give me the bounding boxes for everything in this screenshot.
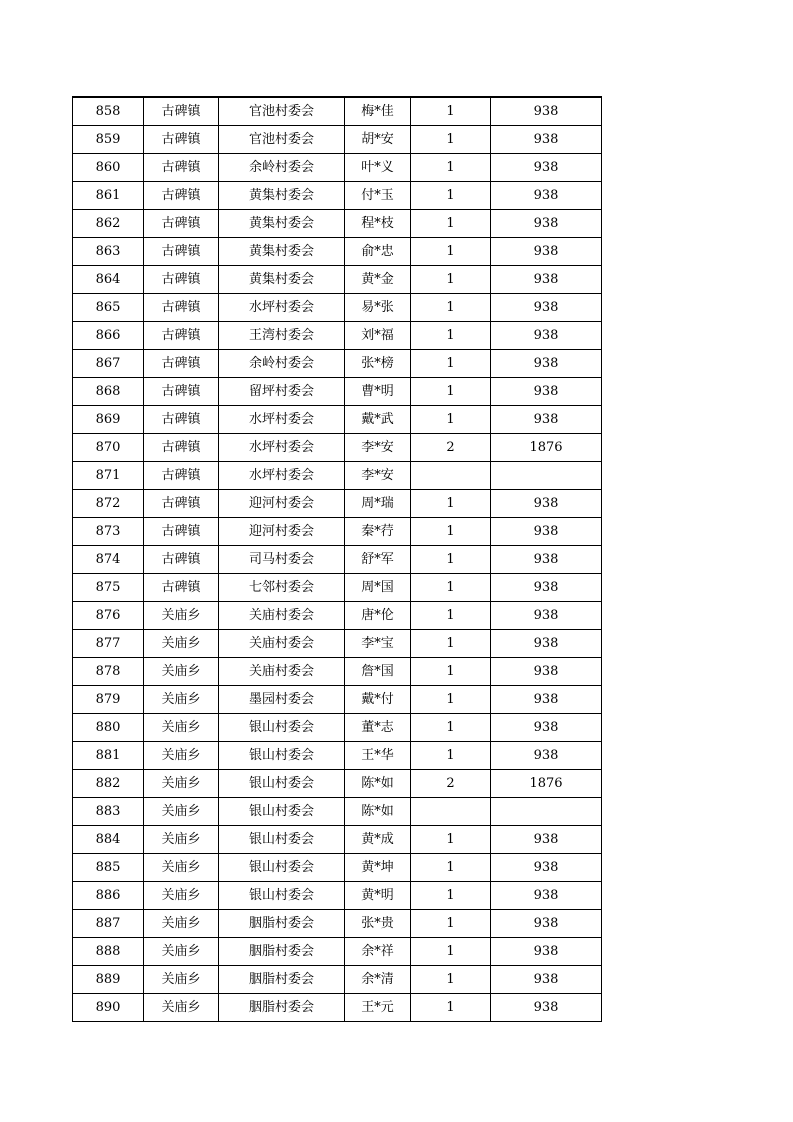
village-cell: 胭脂村委会 <box>219 910 345 938</box>
row-number-cell: 885 <box>73 854 144 882</box>
amount-cell: 938 <box>491 910 602 938</box>
person-name-cell: 舒*军 <box>345 546 411 574</box>
town-cell: 古碑镇 <box>144 97 219 126</box>
person-name-cell: 张*榜 <box>345 350 411 378</box>
village-cell: 关庙村委会 <box>219 658 345 686</box>
count-cell: 1 <box>411 490 491 518</box>
person-name-cell: 刘*福 <box>345 322 411 350</box>
count-cell: 2 <box>411 434 491 462</box>
amount-cell: 938 <box>491 97 602 126</box>
table-row <box>73 546 602 574</box>
amount-cell: 938 <box>491 658 602 686</box>
table-row <box>73 238 602 266</box>
amount-cell: 938 <box>491 378 602 406</box>
village-cell: 黄集村委会 <box>219 210 345 238</box>
town-cell: 古碑镇 <box>144 378 219 406</box>
count-cell: 1 <box>411 154 491 182</box>
village-cell: 司马村委会 <box>219 546 345 574</box>
town-cell: 古碑镇 <box>144 434 219 462</box>
count-cell: 1 <box>411 97 491 126</box>
table-row <box>73 602 602 630</box>
count-cell: 1 <box>411 294 491 322</box>
town-cell: 关庙乡 <box>144 826 219 854</box>
village-cell: 黄集村委会 <box>219 182 345 210</box>
person-name-cell: 董*志 <box>345 714 411 742</box>
village-cell: 官池村委会 <box>219 97 345 126</box>
village-cell: 余岭村委会 <box>219 154 345 182</box>
person-name-cell: 俞*忠 <box>345 238 411 266</box>
row-number-cell: 888 <box>73 938 144 966</box>
village-cell: 官池村委会 <box>219 126 345 154</box>
person-name-cell: 叶*义 <box>345 154 411 182</box>
count-cell: 1 <box>411 630 491 658</box>
count-cell: 2 <box>411 770 491 798</box>
village-cell: 余岭村委会 <box>219 350 345 378</box>
table-row <box>73 518 602 546</box>
table-row <box>73 97 602 126</box>
town-cell: 关庙乡 <box>144 854 219 882</box>
table-row <box>73 322 602 350</box>
amount-cell: 938 <box>491 238 602 266</box>
town-cell: 古碑镇 <box>144 350 219 378</box>
table-row <box>73 770 602 798</box>
village-cell: 银山村委会 <box>219 826 345 854</box>
data-table <box>72 96 602 1022</box>
row-number-cell: 872 <box>73 490 144 518</box>
table-row <box>73 630 602 658</box>
town-cell: 关庙乡 <box>144 658 219 686</box>
person-name-cell: 李*宝 <box>345 630 411 658</box>
town-cell: 古碑镇 <box>144 266 219 294</box>
village-cell: 关庙村委会 <box>219 630 345 658</box>
row-number-cell: 875 <box>73 574 144 602</box>
row-number-cell: 862 <box>73 210 144 238</box>
town-cell: 古碑镇 <box>144 210 219 238</box>
count-cell: 1 <box>411 518 491 546</box>
count-cell: 1 <box>411 322 491 350</box>
row-number-cell: 873 <box>73 518 144 546</box>
table-row <box>73 126 602 154</box>
amount-cell: 938 <box>491 938 602 966</box>
row-number-cell: 878 <box>73 658 144 686</box>
person-name-cell: 梅*佳 <box>345 97 411 126</box>
person-name-cell: 李*安 <box>345 434 411 462</box>
amount-cell: 938 <box>491 966 602 994</box>
person-name-cell: 余*祥 <box>345 938 411 966</box>
town-cell: 关庙乡 <box>144 966 219 994</box>
row-number-cell: 858 <box>73 97 144 126</box>
village-cell: 水坪村委会 <box>219 462 345 490</box>
person-name-cell: 程*枝 <box>345 210 411 238</box>
town-cell: 关庙乡 <box>144 798 219 826</box>
town-cell: 关庙乡 <box>144 938 219 966</box>
person-name-cell: 詹*国 <box>345 658 411 686</box>
table-row <box>73 154 602 182</box>
count-cell: 1 <box>411 350 491 378</box>
town-cell: 关庙乡 <box>144 994 219 1022</box>
table-row <box>73 994 602 1022</box>
town-cell: 关庙乡 <box>144 630 219 658</box>
count-cell: 1 <box>411 714 491 742</box>
amount-cell: 938 <box>491 154 602 182</box>
table-row <box>73 742 602 770</box>
amount-cell: 938 <box>491 602 602 630</box>
person-name-cell: 李*安 <box>345 462 411 490</box>
table-row <box>73 882 602 910</box>
village-cell: 银山村委会 <box>219 854 345 882</box>
row-number-cell: 889 <box>73 966 144 994</box>
town-cell: 关庙乡 <box>144 910 219 938</box>
village-cell: 银山村委会 <box>219 882 345 910</box>
row-number-cell: 868 <box>73 378 144 406</box>
amount-cell: 938 <box>491 406 602 434</box>
amount-cell: 938 <box>491 210 602 238</box>
village-cell: 胭脂村委会 <box>219 966 345 994</box>
table-row <box>73 350 602 378</box>
amount-cell <box>491 798 602 826</box>
table-row <box>73 266 602 294</box>
person-name-cell: 曹*明 <box>345 378 411 406</box>
person-name-cell: 陈*如 <box>345 798 411 826</box>
table-row <box>73 686 602 714</box>
count-cell <box>411 462 491 490</box>
town-cell: 古碑镇 <box>144 546 219 574</box>
table-row <box>73 938 602 966</box>
village-cell: 墨园村委会 <box>219 686 345 714</box>
person-name-cell: 黄*成 <box>345 826 411 854</box>
row-number-cell: 864 <box>73 266 144 294</box>
amount-cell: 938 <box>491 518 602 546</box>
town-cell: 古碑镇 <box>144 462 219 490</box>
count-cell: 1 <box>411 574 491 602</box>
town-cell: 古碑镇 <box>144 182 219 210</box>
count-cell: 1 <box>411 910 491 938</box>
town-cell: 古碑镇 <box>144 518 219 546</box>
person-name-cell: 周*国 <box>345 574 411 602</box>
person-name-cell: 唐*伦 <box>345 602 411 630</box>
person-name-cell: 付*玉 <box>345 182 411 210</box>
amount-cell: 938 <box>491 826 602 854</box>
row-number-cell: 886 <box>73 882 144 910</box>
person-name-cell: 黄*明 <box>345 882 411 910</box>
person-name-cell: 戴*武 <box>345 406 411 434</box>
count-cell: 1 <box>411 966 491 994</box>
person-name-cell: 余*清 <box>345 966 411 994</box>
table-row <box>73 490 602 518</box>
person-name-cell: 黄*坤 <box>345 854 411 882</box>
count-cell: 1 <box>411 406 491 434</box>
table-row <box>73 406 602 434</box>
village-cell: 黄集村委会 <box>219 238 345 266</box>
town-cell: 古碑镇 <box>144 126 219 154</box>
village-cell: 迎河村委会 <box>219 490 345 518</box>
row-number-cell: 865 <box>73 294 144 322</box>
count-cell: 1 <box>411 378 491 406</box>
town-cell: 关庙乡 <box>144 882 219 910</box>
village-cell: 留坪村委会 <box>219 378 345 406</box>
table-row <box>73 574 602 602</box>
amount-cell: 938 <box>491 182 602 210</box>
village-cell: 水坪村委会 <box>219 406 345 434</box>
count-cell: 1 <box>411 882 491 910</box>
amount-cell <box>491 462 602 490</box>
town-cell: 关庙乡 <box>144 602 219 630</box>
person-name-cell: 陈*如 <box>345 770 411 798</box>
town-cell: 古碑镇 <box>144 154 219 182</box>
row-number-cell: 887 <box>73 910 144 938</box>
table-row <box>73 910 602 938</box>
amount-cell: 938 <box>491 490 602 518</box>
row-number-cell: 867 <box>73 350 144 378</box>
row-number-cell: 860 <box>73 154 144 182</box>
row-number-cell: 871 <box>73 462 144 490</box>
count-cell: 1 <box>411 742 491 770</box>
amount-cell: 938 <box>491 126 602 154</box>
count-cell: 1 <box>411 994 491 1022</box>
person-name-cell: 王*华 <box>345 742 411 770</box>
town-cell: 关庙乡 <box>144 714 219 742</box>
town-cell: 古碑镇 <box>144 574 219 602</box>
table-row <box>73 294 602 322</box>
row-number-cell: 890 <box>73 994 144 1022</box>
person-name-cell: 易*张 <box>345 294 411 322</box>
count-cell: 1 <box>411 602 491 630</box>
row-number-cell: 859 <box>73 126 144 154</box>
row-number-cell: 874 <box>73 546 144 574</box>
village-cell: 胭脂村委会 <box>219 938 345 966</box>
town-cell: 关庙乡 <box>144 686 219 714</box>
row-number-cell: 881 <box>73 742 144 770</box>
village-cell: 银山村委会 <box>219 714 345 742</box>
table-row <box>73 658 602 686</box>
row-number-cell: 869 <box>73 406 144 434</box>
count-cell: 1 <box>411 658 491 686</box>
town-cell: 古碑镇 <box>144 406 219 434</box>
count-cell: 1 <box>411 126 491 154</box>
amount-cell: 938 <box>491 266 602 294</box>
village-cell: 黄集村委会 <box>219 266 345 294</box>
town-cell: 古碑镇 <box>144 490 219 518</box>
village-cell: 银山村委会 <box>219 798 345 826</box>
row-number-cell: 861 <box>73 182 144 210</box>
village-cell: 水坪村委会 <box>219 434 345 462</box>
town-cell: 古碑镇 <box>144 322 219 350</box>
amount-cell: 938 <box>491 742 602 770</box>
person-name-cell: 戴*付 <box>345 686 411 714</box>
person-name-cell: 秦*荇 <box>345 518 411 546</box>
amount-cell: 938 <box>491 546 602 574</box>
table-row <box>73 798 602 826</box>
table-row <box>73 966 602 994</box>
amount-cell: 1876 <box>491 770 602 798</box>
count-cell: 1 <box>411 826 491 854</box>
person-name-cell: 周*瑞 <box>345 490 411 518</box>
row-number-cell: 880 <box>73 714 144 742</box>
count-cell: 1 <box>411 266 491 294</box>
count-cell: 1 <box>411 210 491 238</box>
count-cell: 1 <box>411 546 491 574</box>
village-cell: 七邻村委会 <box>219 574 345 602</box>
row-number-cell: 870 <box>73 434 144 462</box>
row-number-cell: 879 <box>73 686 144 714</box>
row-number-cell: 882 <box>73 770 144 798</box>
amount-cell: 1876 <box>491 434 602 462</box>
row-number-cell: 884 <box>73 826 144 854</box>
town-cell: 古碑镇 <box>144 294 219 322</box>
count-cell: 1 <box>411 854 491 882</box>
row-number-cell: 877 <box>73 630 144 658</box>
village-cell: 水坪村委会 <box>219 294 345 322</box>
amount-cell: 938 <box>491 854 602 882</box>
person-name-cell: 胡*安 <box>345 126 411 154</box>
table-body <box>73 97 602 1022</box>
town-cell: 古碑镇 <box>144 238 219 266</box>
amount-cell: 938 <box>491 294 602 322</box>
table-row <box>73 378 602 406</box>
person-name-cell: 张*贵 <box>345 910 411 938</box>
table-row <box>73 434 602 462</box>
amount-cell: 938 <box>491 350 602 378</box>
village-cell: 胭脂村委会 <box>219 994 345 1022</box>
amount-cell: 938 <box>491 994 602 1022</box>
count-cell <box>411 798 491 826</box>
count-cell: 1 <box>411 686 491 714</box>
table-row <box>73 714 602 742</box>
table-row <box>73 854 602 882</box>
table-row <box>73 210 602 238</box>
table-row <box>73 826 602 854</box>
row-number-cell: 863 <box>73 238 144 266</box>
count-cell: 1 <box>411 182 491 210</box>
village-cell: 迎河村委会 <box>219 518 345 546</box>
row-number-cell: 883 <box>73 798 144 826</box>
person-name-cell: 黄*金 <box>345 266 411 294</box>
town-cell: 关庙乡 <box>144 742 219 770</box>
village-cell: 银山村委会 <box>219 770 345 798</box>
village-cell: 银山村委会 <box>219 742 345 770</box>
amount-cell: 938 <box>491 630 602 658</box>
row-number-cell: 876 <box>73 602 144 630</box>
village-cell: 关庙村委会 <box>219 602 345 630</box>
count-cell: 1 <box>411 938 491 966</box>
table-row <box>73 182 602 210</box>
amount-cell: 938 <box>491 882 602 910</box>
row-number-cell: 866 <box>73 322 144 350</box>
amount-cell: 938 <box>491 686 602 714</box>
town-cell: 关庙乡 <box>144 770 219 798</box>
person-name-cell: 王*元 <box>345 994 411 1022</box>
table-row <box>73 462 602 490</box>
amount-cell: 938 <box>491 574 602 602</box>
count-cell: 1 <box>411 238 491 266</box>
amount-cell: 938 <box>491 714 602 742</box>
village-cell: 王湾村委会 <box>219 322 345 350</box>
amount-cell: 938 <box>491 322 602 350</box>
